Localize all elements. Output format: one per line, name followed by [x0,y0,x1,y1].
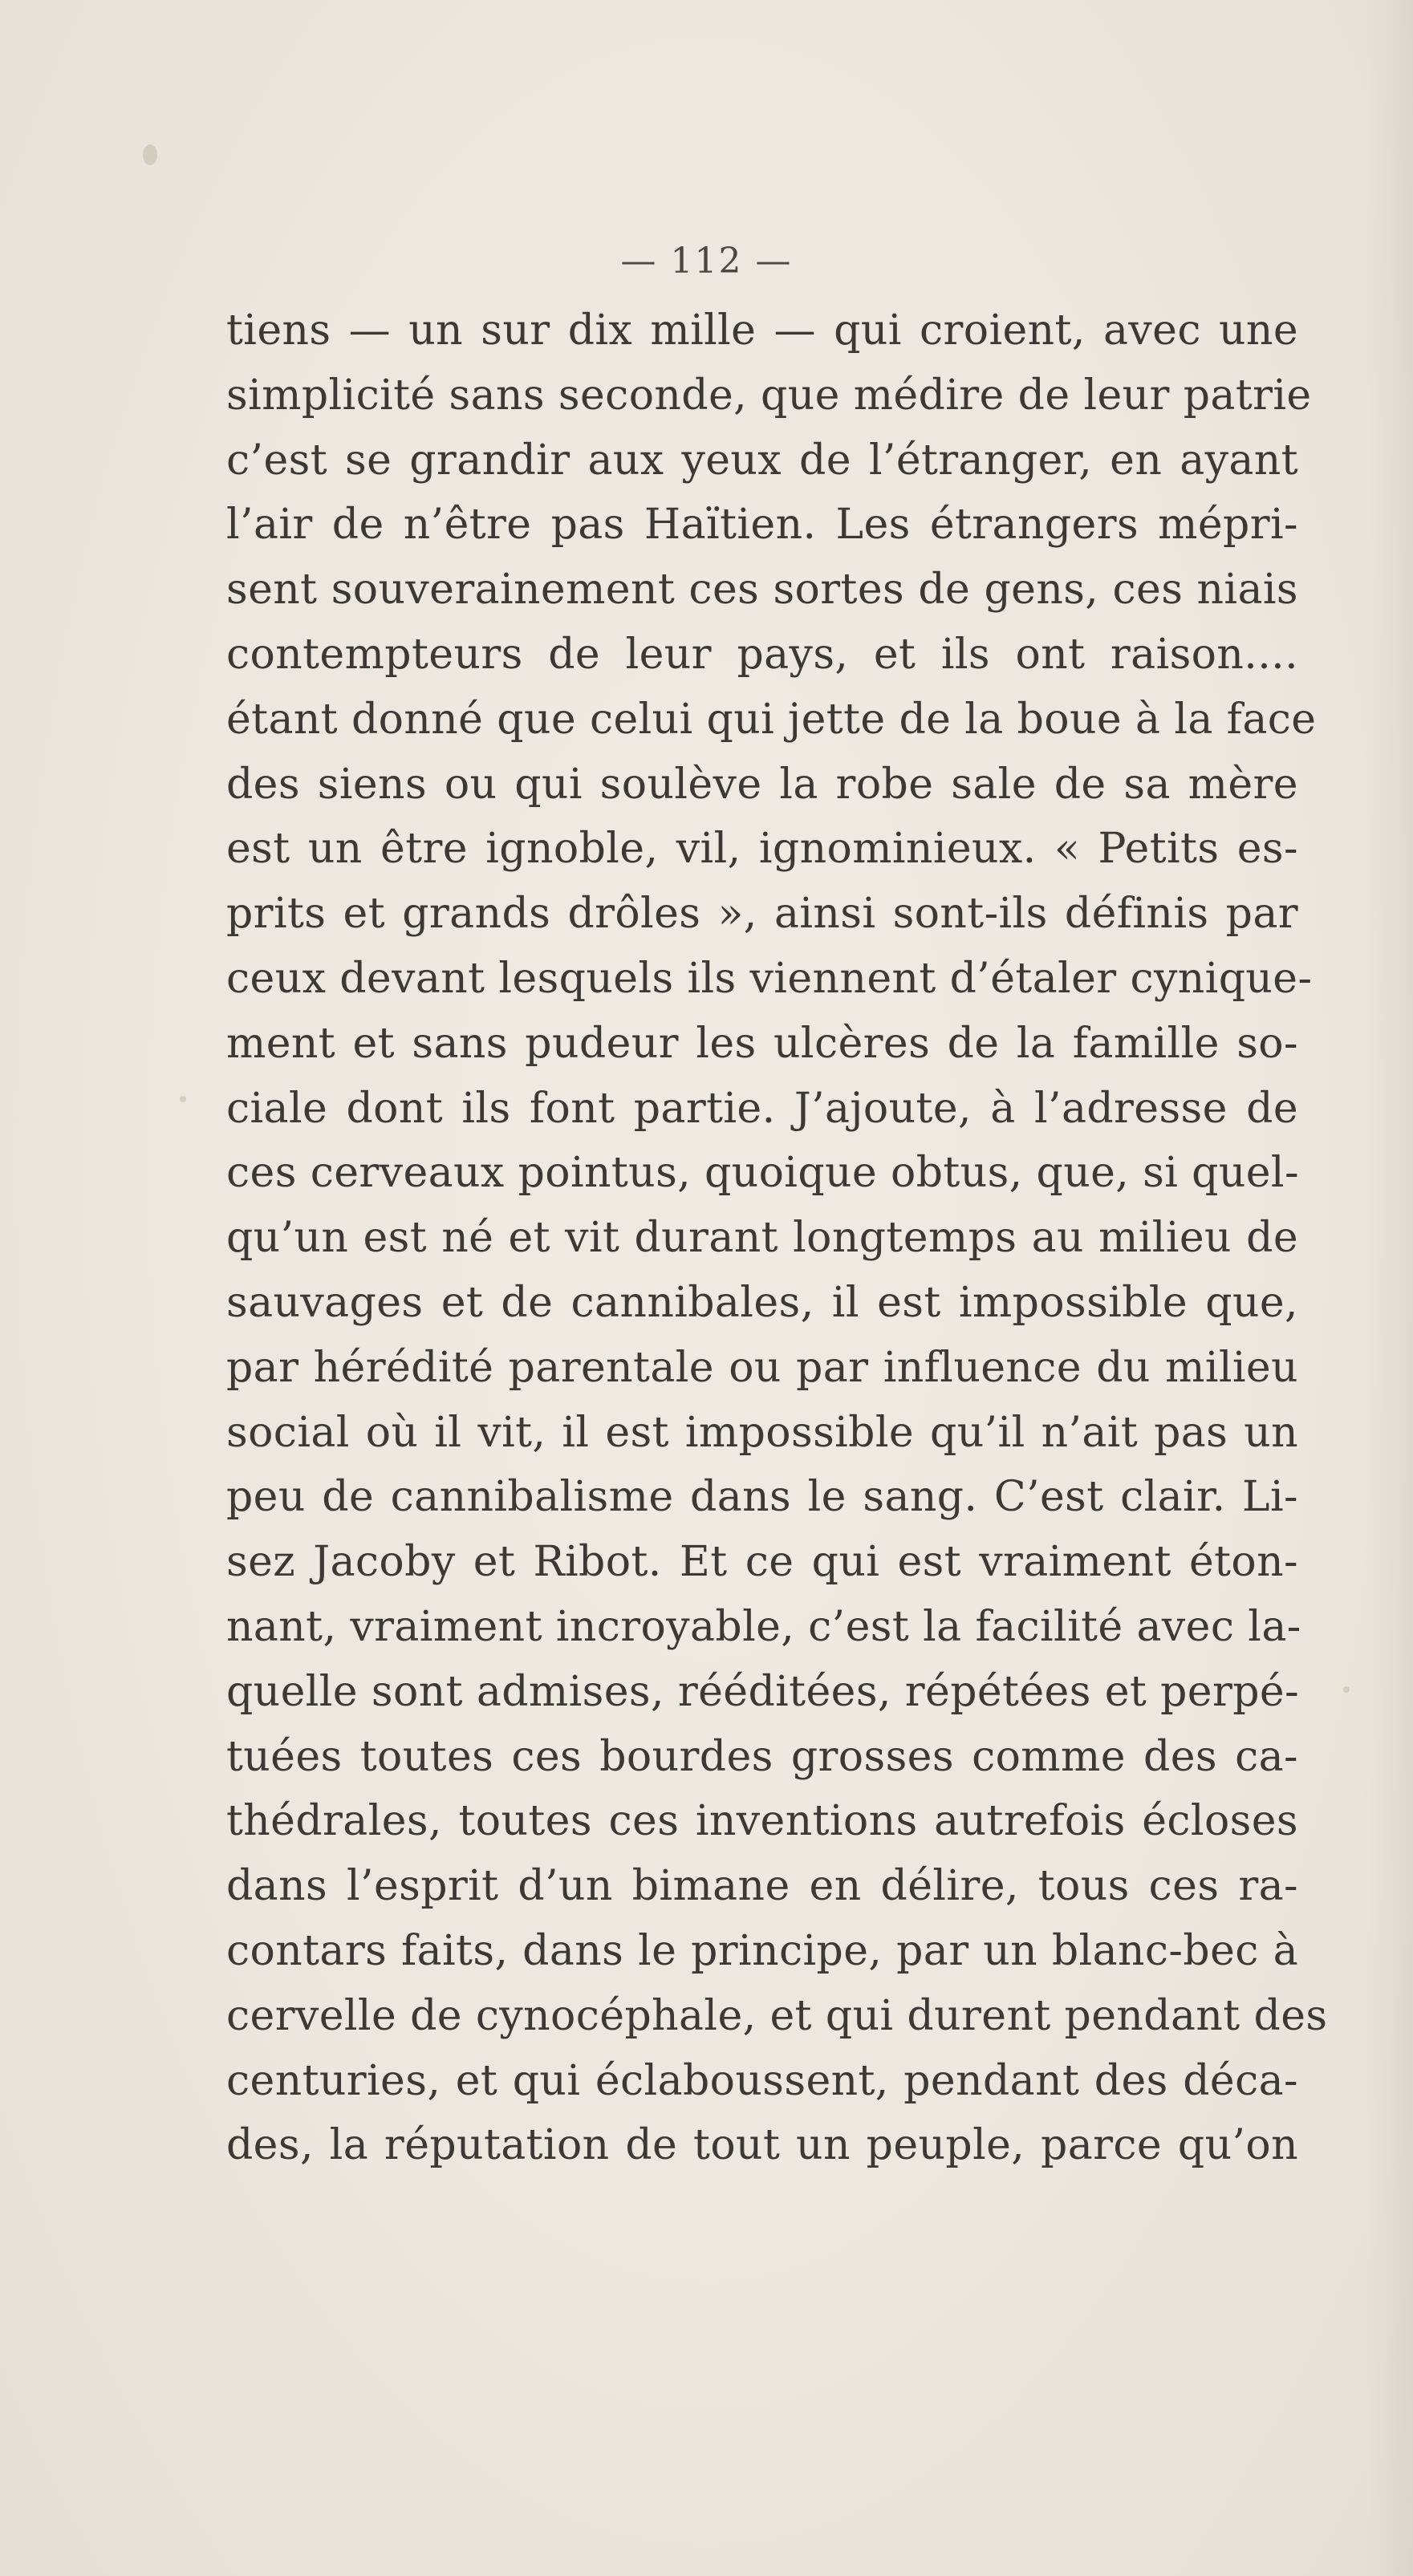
paper-stain [180,1096,186,1102]
text-line: centuries, et qui éclaboussent, pendant des déca- [226,2056,1298,2105]
text-line: quelle sont admises, rééditées, répétées et perpé- [226,1667,1300,1716]
text-line: c’est se grandir aux yeux de l’étranger, en ayant [226,436,1298,485]
text-line: est un être ignoble, vil, ignominieux. « Petits es- [226,825,1298,874]
text-line: par hérédité parentale ou par influence du milieu [226,1343,1298,1392]
text-line: tuées toutes ces bourdes grosses comme des ca- [226,1732,1298,1781]
text-line: thédrales, toutes ces inventions autrefois écloses [226,1797,1298,1846]
text-line: ment et sans pudeur les ulcères de la famille so- [226,1019,1298,1068]
text-line: ceux devant lesquels ils viennent d’étaler cynique- [226,954,1313,1003]
text-line: ces cerveaux pointus, quoique obtus, que, si quel- [226,1149,1299,1198]
paper-stain [1343,1686,1350,1693]
text-line: des siens ou qui soulève la robe sale de sa mère [226,760,1298,809]
text-line: contempteurs de leur pays, et ils ont raison.... [226,630,1298,679]
text-line: cervelle de cynocéphale, et qui durent pendant des [226,1991,1328,2040]
text-line: qu’un est né et vit durant longtemps au milieu de [226,1214,1298,1263]
text-line: dans l’esprit d’un bimane en délire, tous ces ra- [226,1862,1298,1911]
text-line: l’air de n’être pas Haïtien. Les étrangers mépri- [226,501,1298,550]
text-line: sauvages et de cannibales, il est impossible que, [226,1278,1298,1327]
text-line: peu de cannibalisme dans le sang. C’est clair. Li- [226,1473,1298,1522]
text-line: étant donné que celui qui jette de la boue à la face [226,695,1317,744]
text-line: sent souverainement ces sortes de gens, ces niais [226,566,1298,615]
text-line: sez Jacoby et Ribot. Et ce qui est vraiment éton- [226,1538,1298,1587]
body-text [226,298,1328,2178]
paper-stain [143,144,157,165]
text-line: ciale dont ils font partie. J’ajoute, à l’adresse de [226,1084,1298,1133]
text-line: social où il vit, il est impossible qu’il n’ait pas un [226,1408,1298,1457]
text-line: simplicité sans seconde, que médire de leur patrie [226,371,1312,420]
page-edge-shadow [1365,0,1413,2576]
page-number: — 112 — [620,241,793,282]
text-line: contars faits, dans le principe, par un blanc-bec à [226,1926,1298,1975]
text-line: tiens — un sur dix mille — qui croient, avec une [226,306,1298,355]
text-line: prits et grands drôles », ainsi sont-ils définis par [226,890,1298,939]
text-line: nant, vraiment incroyable, c’est la facilité avec la- [226,1602,1301,1651]
text-line: des, la réputation de tout un peuple, parce qu’on [226,2121,1298,2170]
